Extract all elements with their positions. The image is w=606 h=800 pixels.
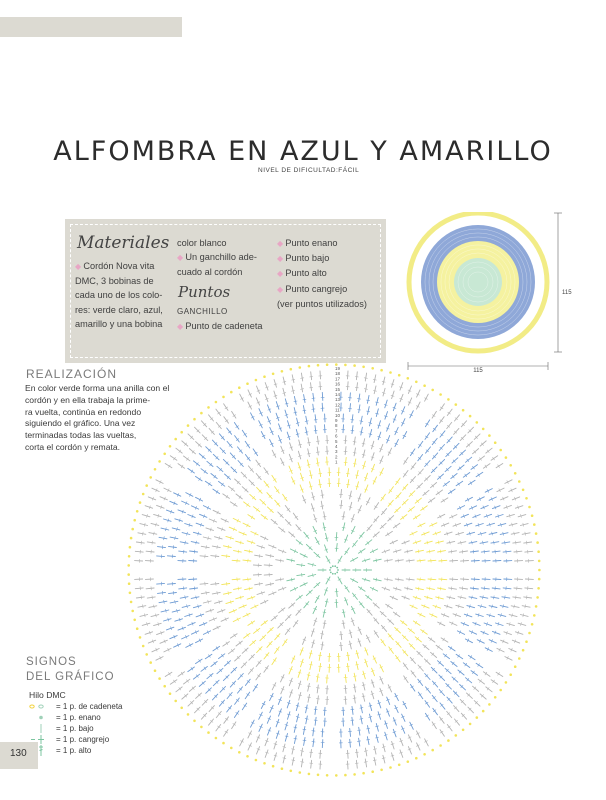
legend-cangrejo [28, 734, 109, 745]
stitch-label: Punto cangrejo [285, 283, 348, 294]
legend-label: = 1 p. bajo [56, 724, 94, 733]
materials-line: amarillo y una bobina [75, 318, 163, 329]
legend-bajo [28, 723, 94, 734]
legend-title: Hilo DMC [29, 690, 66, 700]
signos-heading [26, 655, 115, 685]
height-label: 115 [562, 290, 572, 296]
stitch-label: Punto de cadeneta [185, 321, 263, 331]
text-line: En color verde forma una anilla con el [25, 383, 170, 393]
bullet-icon: ◆ [277, 239, 286, 248]
ring-green [454, 258, 502, 306]
bullet-icon: ◆ [277, 284, 286, 294]
stitch-label: Punto enano [285, 238, 338, 248]
materials-col1 [75, 259, 175, 331]
text-line: siguiendo el gráfico. Una vez [25, 418, 136, 429]
round-number-label: 5 [335, 438, 338, 444]
round-number-label: 13 [335, 397, 341, 403]
materials-line: color blanco [177, 238, 227, 248]
bullet-icon: ◆ [177, 253, 186, 263]
round-number-label: 18 [335, 371, 341, 377]
materials-line: DMC, 3 bobinas de [75, 276, 154, 287]
legend-label: = 1 p. enano [56, 713, 101, 722]
page-title: ALFOMBRA EN AZUL Y AMARILLO [53, 136, 553, 167]
text-line: corta el cordón y remata. [25, 441, 121, 452]
bullet-icon: ◆ [75, 262, 84, 271]
round-number-label: 3 [335, 449, 338, 455]
materials-col2 [177, 236, 277, 280]
round-number-label: 19 [335, 366, 341, 371]
single-crochet-icon [28, 723, 56, 734]
materials-line: res: verde claro, azul, [75, 304, 163, 315]
crochet-chart [112, 360, 557, 785]
slip-stitch-icon [28, 712, 56, 723]
ganchillo-label: GANCHILLO [177, 307, 228, 316]
rug-size-diagram [398, 212, 578, 372]
top-decor-band [0, 17, 182, 37]
round-number-label: 4 [335, 444, 338, 449]
round-number-label: 2 [335, 454, 338, 460]
materials-line: cuado al cordón [177, 267, 243, 278]
materials-line: Cordón Nova vita [83, 261, 155, 271]
stitch-item [177, 319, 263, 334]
legend-label: = 1 p. alto [56, 746, 92, 755]
round-number-label: 8 [335, 423, 338, 429]
round-number-label: 7 [335, 428, 338, 434]
page-number: 130 [10, 748, 27, 759]
text-line: ra vuelta, continúa en redondo [25, 406, 142, 417]
legend-label: = 1 p. de cadeneta [56, 702, 123, 711]
materials-box [65, 219, 386, 363]
materials-line: Un ganchillo ade- [185, 252, 257, 263]
stitches-heading: Puntos [178, 283, 231, 301]
materials-col3 [277, 236, 382, 311]
width-label: 115 [473, 368, 483, 372]
legend-cadeneta [28, 701, 123, 712]
chain-stitch-icon [28, 701, 56, 712]
round-number-label: 15 [335, 386, 341, 392]
text-line: terminadas todas las vueltas, [25, 430, 137, 441]
stitch-label: (ver puntos utilizados) [277, 298, 367, 309]
text-line: cordón y en ella trabaja la prime- [25, 394, 151, 405]
round-number-label: 14 [335, 392, 341, 397]
bullet-icon: ◆ [277, 269, 286, 279]
legend-enano [28, 712, 101, 723]
stitch-label: Punto bajo [285, 253, 330, 264]
legend-label: = 1 p. cangrejo [56, 735, 110, 744]
round-number-label: 6 [335, 433, 338, 439]
round-number-label: 12 [335, 402, 341, 408]
materials-line: cada uno de los colo- [75, 290, 163, 301]
bullet-icon: ◆ [177, 322, 186, 331]
round-number-label: 10 [335, 412, 341, 418]
stitch-label: Punto alto [285, 268, 327, 279]
bullet-icon: ◆ [277, 254, 286, 264]
round-number-label: 17 [335, 376, 341, 382]
signos-heading-line: DEL GRÁFICO [26, 671, 115, 683]
difficulty-level: NIVEL DE DIFICULTAD:FÁCIL [258, 167, 360, 174]
materials-heading: Materiales [77, 233, 170, 253]
round-number-label: 9 [335, 418, 338, 423]
round-number-label: 11 [335, 407, 340, 413]
round-number-label: 1 [335, 459, 338, 465]
signos-heading-line: SIGNOS [26, 656, 77, 668]
round-number-label: 16 [335, 381, 341, 387]
realizacion-heading: REALIZACIÓN [26, 367, 118, 381]
